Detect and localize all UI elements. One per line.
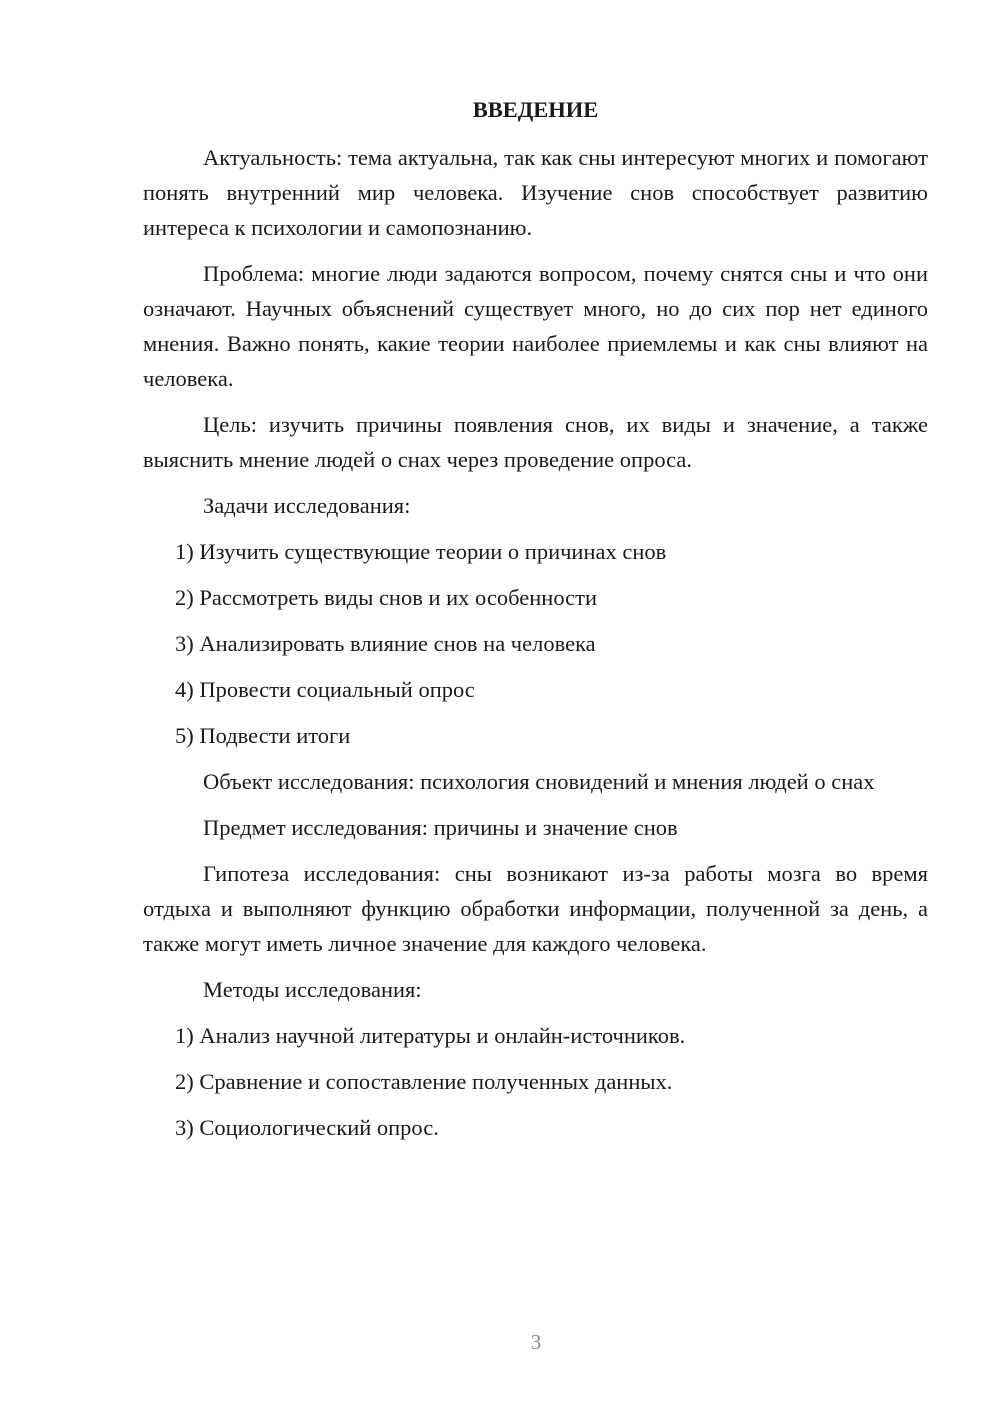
methods-list	[143, 1018, 928, 1145]
list-item: 3) Анализировать влияние снов на человека	[175, 631, 596, 656]
object-paragraph: Объект исследования: психология сновидений и мнения людей о снах	[203, 769, 875, 794]
hypothesis-paragraph: Гипотеза исследования: сны возникают из-за работы мозга во время отдыха и выполняют функцию обработки информации, полученной за день, а также могут иметь личное значение для каждого человека.	[143, 861, 928, 956]
list-item: 1) Изучить существующие теории о причинах снов	[175, 539, 667, 564]
document-body	[143, 90, 928, 1156]
list-item: 2) Рассмотреть виды снов и их особенности	[175, 585, 597, 610]
list-item: 2) Сравнение и сопоставление полученных данных.	[175, 1069, 673, 1094]
tasks-list	[143, 534, 928, 753]
methods-heading: Методы исследования:	[203, 977, 422, 1002]
section-title: ВВЕДЕНИЕ	[472, 97, 599, 122]
list-item: 1) Анализ научной литературы и онлайн-источников.	[175, 1023, 686, 1048]
list-item: 3) Социологический опрос.	[175, 1115, 439, 1140]
tasks-heading: Задачи исследования:	[203, 493, 411, 518]
page-number: 3	[530, 1330, 542, 1354]
goal-paragraph: Цель: изучить причины появления снов, их виды и значение, а также выяснить мнение людей о снах через проведение опроса.	[143, 412, 928, 472]
problem-paragraph: Проблема: многие люди задаются вопросом, почему снятся сны и что они означают. Научных объяснений существует много, но до сих пор нет единого мнения. Важно понять, какие теории наиболее приемлемы и как сны влияют на человека.	[143, 261, 928, 391]
list-item: 5) Подвести итоги	[175, 723, 351, 748]
subject-paragraph: Предмет исследования: причины и значение снов	[203, 815, 678, 840]
list-item: 4) Провести социальный опрос	[175, 677, 475, 702]
relevance-paragraph: Актуальность: тема актуальна, так как сны интересуют многих и помогают понять внутренний мир человека. Изучение снов способствует развитию интереса к психологии и самопознанию.	[143, 145, 928, 240]
